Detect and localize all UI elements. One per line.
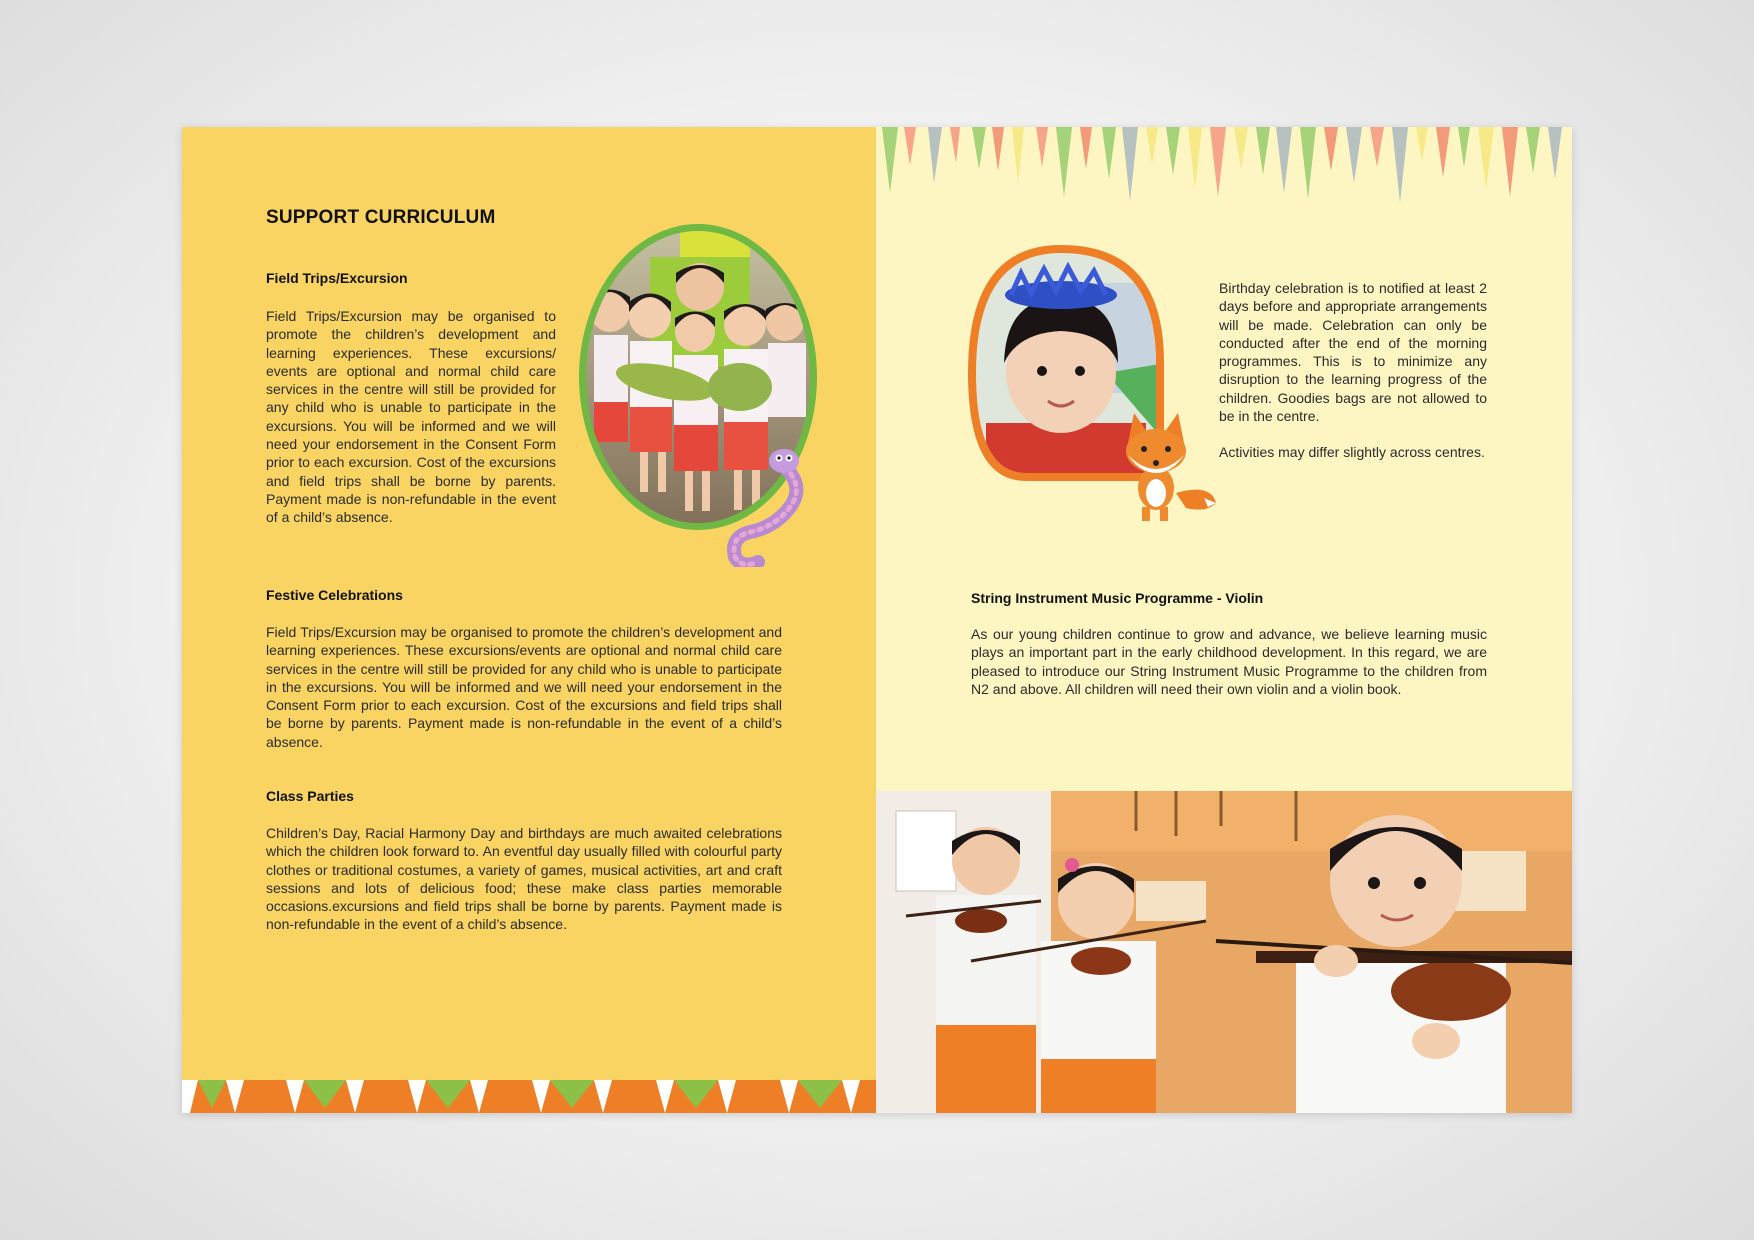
birthday-photo: [966, 243, 1226, 533]
violin-body: As our young children continue to grow and advance, we believe learning music plays an important part in the early childhood development. In this regard, we are pleased to introduce our String Instrument Music Programme to the children from N2 and above. All children will need their own violin and a violin book.: [971, 626, 1487, 697]
field-trips-heading: Field Trips/Excursion: [266, 270, 408, 286]
field-trip-photo: [570, 217, 830, 567]
fox-mascot-icon: [1126, 413, 1216, 521]
festive-heading: Festive Celebrations: [266, 587, 403, 603]
class-parties-body: Children’s Day, Racial Harmony Day and birthdays are much awaited celebrations which the children look forward to. An eventful day usually filled with colourful party clothes or traditional costumes, a variety of games, musical activities, art and craft sessions and lots of delicious food; these make class parties memorable occasions.excursions and field trips shall be borne by parents. Payment made is non-refundable in the event of a child’s absence.: [266, 825, 782, 933]
violin-class-photo: [876, 791, 1572, 1113]
field-trips-body: Field Trips/Excursion may be organised to promote the children’s development and learning experiences. These excursions/ events are optional and normal child care services in the centre will still be provided for any child who is unable to participate in the excursions. You will be informed and we will need your endorsement in the Consent Form prior to each excursion. Cost of the excursions and field trips shall be borne by parents. Payment made is non-refundable in the event of a child’s absence.: [266, 308, 556, 526]
brochure-spread: [182, 127, 1572, 1113]
class-parties-heading: Class Parties: [266, 788, 354, 804]
activities-note: Activities may differ slightly across centres.: [1219, 444, 1485, 460]
right-page: [876, 127, 1572, 1113]
bunting-decoration: [876, 127, 1572, 207]
festive-body: Field Trips/Excursion may be organised to promote the children’s development and learning experiences. These excursions/events are optional and normal child care services in the centre will still be provided for any child who is unable to participate in the excursions. You will be informed and we will need your endorsement in the Consent Form prior to each excursion. Cost of the excursions and field trips shall be borne by parents. Payment made is non-refundable in the event of a child’s absence.: [266, 624, 782, 750]
bottom-zigzag-band: [182, 1080, 876, 1113]
birthday-text: Birthday celebration is to notified at least 2 days before and appropriate arrangements will be made. Celebration can only be conducted after the end of the morning programmes. This is to minimize any disruption to the learning progress of the children. Goodies bags are not allowed to be in the centre.: [1219, 280, 1487, 425]
left-page: [182, 127, 876, 1113]
page-title: SUPPORT CURRICULUM: [266, 207, 496, 228]
violin-heading: String Instrument Music Programme - Violin: [971, 590, 1264, 606]
